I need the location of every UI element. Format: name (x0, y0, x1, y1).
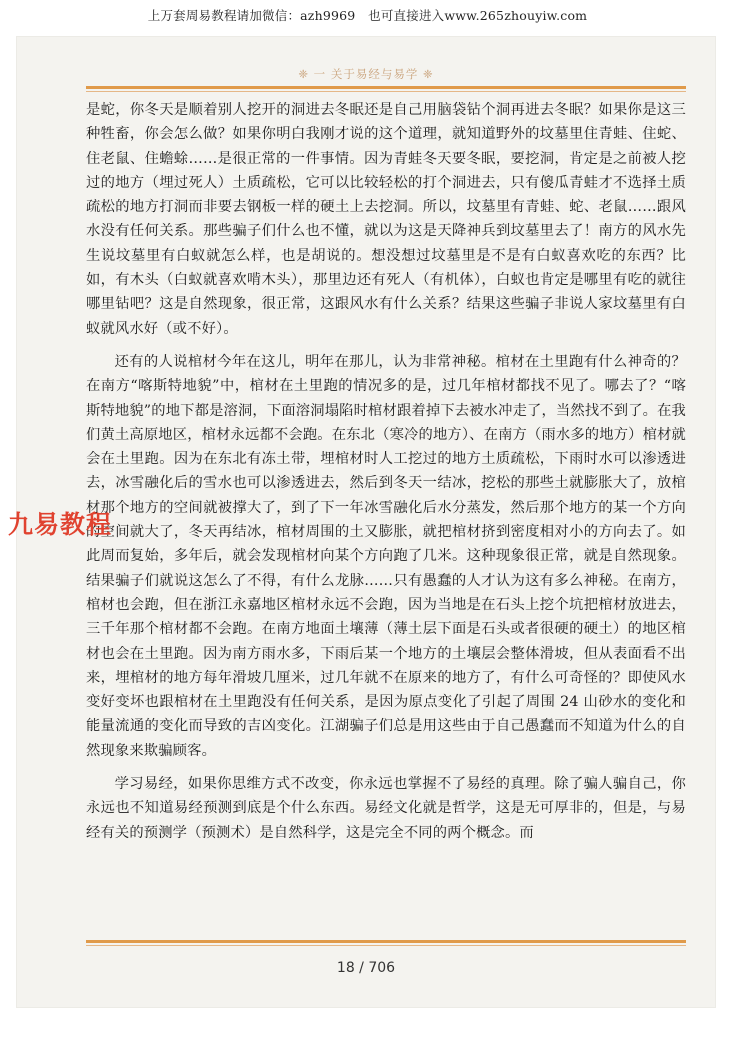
scanned-page (16, 36, 716, 1008)
paragraph-study: 学习易经，如果你思维方式不改变，你永远也掌握不了易经的真理。除了骗人骗自己，你永远也不知道易经预测到底是个什么东西。易经文化就是哲学，这是无可厚非的，但是，与易经有关的预测学（预测术）是自然科学，这是完全不同的两个概念。而 (86, 776, 686, 841)
running-header: ❈ 一 关于易经与易学 ❈ (298, 67, 434, 81)
footer-rule (86, 940, 686, 946)
watermark-logo: 九易教程 (8, 510, 113, 539)
paragraph-continued: 是蛇，你冬天是顺着别人挖开的洞进去冬眠还是自己用脑袋钻个洞再进去冬眠？如果你是这三种牲畜，你会怎么做？如果你明白我刚才说的这个道理，就知道野外的坟墓里住青蛙、住蛇、住老鼠、住蟾蜍……是很正常的一件事情。因为青蛙冬天要冬眠，要挖洞，肯定是之前被人挖过的地方（埋过死人）土质疏松，它可以比较轻松的打个洞进去，只有傻瓜青蛙才不选择土质疏松的地方打洞而非要去钢板一样的硬土上去挖洞。所以，坟墓里有青蛙、蛇、老鼠……跟风水没有任何关系。那些骗子们什么也不懂，就以为这是天降神兵到坟墓里去了！南方的风水先生说坟墓里有白蚁就怎么样，也是胡说的。想没想过坟墓里是不是有白蚁喜欢吃的东西？比如，有木头（白蚁就喜欢啃木头），那里边还有死人（有机体），白蚁也肯定是哪里有吃的就往哪里钻吧？这是自然现象，很正常，这跟风水有什么关系？结果这些骗子非说人家坟墓里有白蚁就风水好（或不好）。 (86, 102, 686, 337)
paragraph-coffin: 还有的人说棺材今年在这儿，明年在那儿，认为非常神秘。棺材在土里跑有什么神奇的？在南方“喀斯特地貌”中，棺材在土里跑的情况多的是，过几年棺材都找不见了。哪去了？“喀斯特地貌”的地下都是溶洞，下面溶洞塌陷时棺材跟着掉下去被水冲走了，当然找不到了。在我们黄土高原地区，棺材永远都不会跑。在东北（寒冷的地方）、在南方（雨水多的地方）棺材就会在土里跑。因为在东北有冻土带，埋棺材时人工挖过的地方土质疏松，下雨时水可以渗透进去，冰雪融化后的雪水也可以渗透进去，然后到冬天一结冰，挖松的那些土就膨胀大了，放棺材那个地方的空间就被撑大了，到了下一年冰雪融化后水分蒸发，然后那个地方的某一个方向的空间就大了，冬天再结冰，棺材周围的土又膨胀，就把棺材挤到密度相对小的方向去了。如此周而复始，多年后，就会发现棺材向某个方向跑了几米。这种现象很正常，就是自然现象。结果骗子们就说这怎么了不得，有什么龙脉……只有愚蠢的人才认为这有多么神秘。在南方，棺材也会跑，但在浙江永嘉地区棺材永远不会跑，因为当地是在石头上挖个坑把棺材放进去，三千年那个棺材都不会跑。在南方地面土壤薄（薄土层下面是石头或者很硬的硬土）的地区棺材也会在土里跑。因为南方雨水多，下雨后某一个地方的土壤层会整体滑坡，但从表面看不出来，埋棺材的地方每年滑坡几厘米，过几年就不在原来的地方了，有什么可奇怪的？即使风水变好变坏也跟棺材在土里跑没有任何关系，是因为原点变化了引起了周围 24 山砂水的变化和能量流通的变化而导致的吉凶变化。江湖骗子们总是用这些由于自己愚蠢而不知道为什么的自然现象来欺骗顾客。 (86, 353, 686, 759)
body-text (86, 98, 686, 845)
source-banner: 上万套周易教程请加微信：azh9969 也可直接进入www.265zhouyiw.com (147, 8, 588, 23)
page-number: 18 / 706 (336, 960, 396, 976)
header-rule (86, 86, 686, 92)
